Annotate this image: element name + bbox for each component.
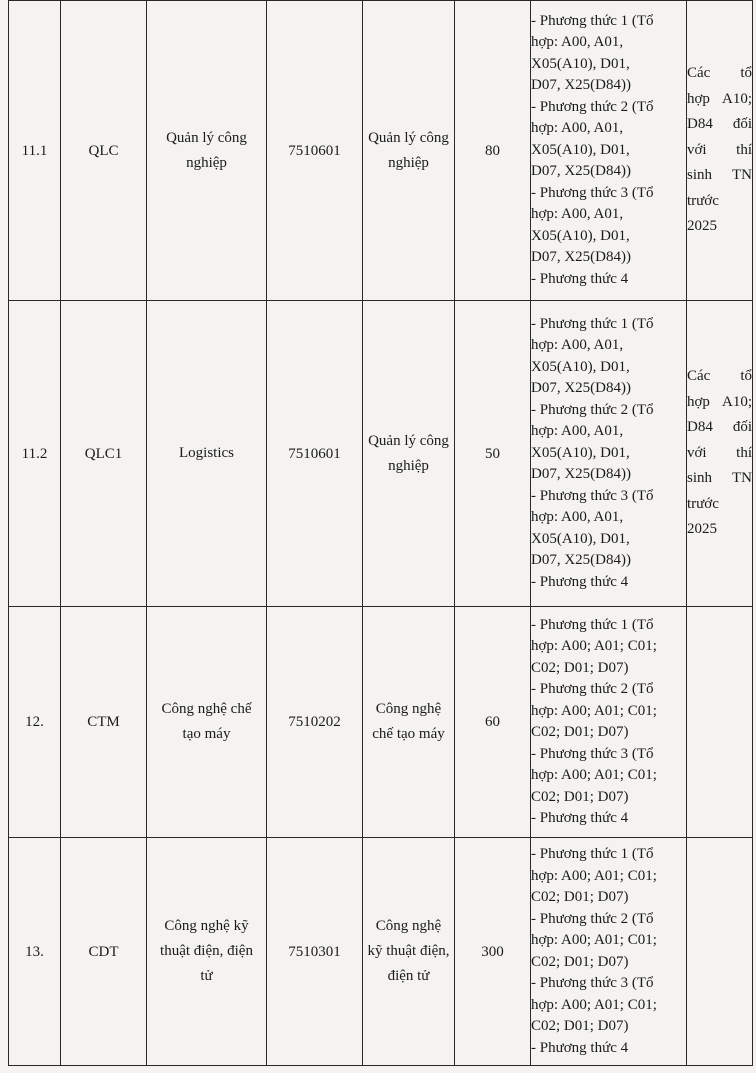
major-group: [363, 838, 455, 1066]
quota: 300: [455, 838, 531, 1066]
program-name: [147, 838, 267, 1066]
method-line: X05(A10), D01,: [531, 141, 630, 158]
method-line: hợp: A00, A01,: [531, 120, 624, 137]
program-name-text: Công nghệ chế tạo máy: [161, 701, 252, 742]
major-group-text: Quản lý công nghiệp: [368, 129, 449, 171]
major-code: 7510601: [267, 301, 363, 607]
method-line: X05(A10), D01,: [531, 358, 630, 375]
quota: 50: [455, 301, 531, 607]
method-line: hợp: A00; A01; C01;: [531, 767, 657, 783]
method-line: - Phương thức 1 (Tổ: [531, 846, 654, 862]
note: [687, 838, 753, 1066]
method-line: X05(A10), D01,: [531, 530, 630, 547]
program-name: [147, 1, 267, 301]
program-name: [147, 301, 267, 607]
method-line: D07, X25(D84)): [531, 552, 631, 569]
method-line: - Phương thức 1 (Tổ: [531, 315, 654, 332]
method-line: hợp: A00; A01; C01;: [531, 702, 657, 719]
method-line: - Phương thức 4: [531, 1039, 629, 1056]
program-code: QLC: [61, 1, 147, 301]
method-line: hợp: A00; A01; C01;: [531, 996, 657, 1013]
admission-methods: [531, 838, 687, 1066]
method-line: - Phương thức 3 (Tổ: [531, 975, 654, 991]
method-line: C02; D01; D07): [531, 659, 629, 676]
row-number: 12.: [9, 607, 61, 838]
method-line: hợp: A00, A01,: [531, 337, 624, 354]
major-code: 7510202: [267, 607, 363, 838]
major-group: [363, 1, 455, 301]
method-line: X05(A10), D01,: [531, 55, 630, 72]
quota: 60: [455, 607, 531, 838]
note-text: Các tổ hợp A10; D84 đối với thí sinh TN trước 2025: [687, 368, 752, 538]
method-line: hợp: A00, A01,: [531, 509, 624, 526]
program-name-text: Quản lý công nghiệp: [166, 129, 247, 171]
program-name: [147, 607, 267, 838]
method-line: D07, X25(D84)): [531, 77, 631, 94]
program-name-text: Công nghệ kỹ thuật điện, điện tử: [160, 918, 253, 984]
row-number: 11.2: [9, 301, 61, 607]
program-name-text: Logistics: [179, 445, 234, 461]
note-text: Các tổ hợp A10; D84 đối với thí sinh TN trước 2025: [687, 65, 752, 235]
admission-methods: [531, 1, 687, 301]
admission-table: [8, 0, 753, 1066]
method-line: hợp: A00, A01,: [531, 423, 624, 440]
method-line: D07, X25(D84)): [531, 466, 631, 483]
major-group-text: Công nghệ chế tạo máy: [372, 701, 445, 742]
method-line: - Phương thức 2 (Tổ: [531, 401, 654, 418]
method-line: hợp: A00; A01; C01;: [531, 932, 657, 948]
method-line: hợp: A00; A01; C01;: [531, 867, 657, 884]
method-line: - Phương thức 4: [531, 810, 629, 826]
method-line: - Phương thức 4: [531, 270, 629, 287]
table-row: [9, 1, 753, 301]
method-line: D07, X25(D84)): [531, 163, 631, 180]
method-line: D07, X25(D84)): [531, 249, 631, 266]
method-line: - Phương thức 1 (Tổ: [531, 12, 654, 29]
method-line: - Phương thức 3 (Tổ: [531, 487, 654, 504]
method-line: - Phương thức 1 (Tổ: [531, 616, 654, 633]
program-code: QLC1: [61, 301, 147, 607]
major-group-text: Quản lý công nghiệp: [368, 432, 449, 474]
major-group-text: Công nghệ kỹ thuật điện, điện tử: [367, 918, 450, 984]
method-line: - Phương thức 3 (Tổ: [531, 745, 654, 762]
method-line: X05(A10), D01,: [531, 227, 630, 244]
method-line: hợp: A00, A01,: [531, 34, 624, 51]
program-code: CDT: [61, 838, 147, 1066]
method-line: D07, X25(D84)): [531, 380, 631, 397]
method-line: - Phương thức 2 (Tổ: [531, 98, 654, 115]
method-line: C02; D01; D07): [531, 724, 629, 740]
method-line: - Phương thức 2 (Tổ: [531, 910, 654, 927]
method-line: hợp: A00, A01,: [531, 206, 624, 223]
method-line: C02; D01; D07): [531, 953, 629, 970]
major-code: 7510601: [267, 1, 363, 301]
table-row: [9, 838, 753, 1066]
note: [687, 1, 753, 301]
table-row: [9, 607, 753, 838]
major-group: [363, 301, 455, 607]
method-line: - Phương thức 3 (Tổ: [531, 184, 654, 201]
note: [687, 607, 753, 838]
method-line: C02; D01; D07): [531, 1018, 629, 1034]
note: [687, 301, 753, 607]
admission-methods: [531, 301, 687, 607]
method-line: - Phương thức 4: [531, 573, 629, 590]
method-line: X05(A10), D01,: [531, 444, 630, 461]
row-number: 13.: [9, 838, 61, 1066]
method-line: - Phương thức 2 (Tổ: [531, 681, 654, 697]
program-code: CTM: [61, 607, 147, 838]
admission-methods: [531, 607, 687, 838]
method-line: C02; D01; D07): [531, 889, 629, 905]
major-group: [363, 607, 455, 838]
table-row: [9, 301, 753, 607]
quota: 80: [455, 1, 531, 301]
major-code: 7510301: [267, 838, 363, 1066]
method-line: C02; D01; D07): [531, 788, 629, 805]
method-line: hợp: A00; A01; C01;: [531, 638, 657, 654]
table-body: [9, 1, 753, 1066]
row-number: 11.1: [9, 1, 61, 301]
